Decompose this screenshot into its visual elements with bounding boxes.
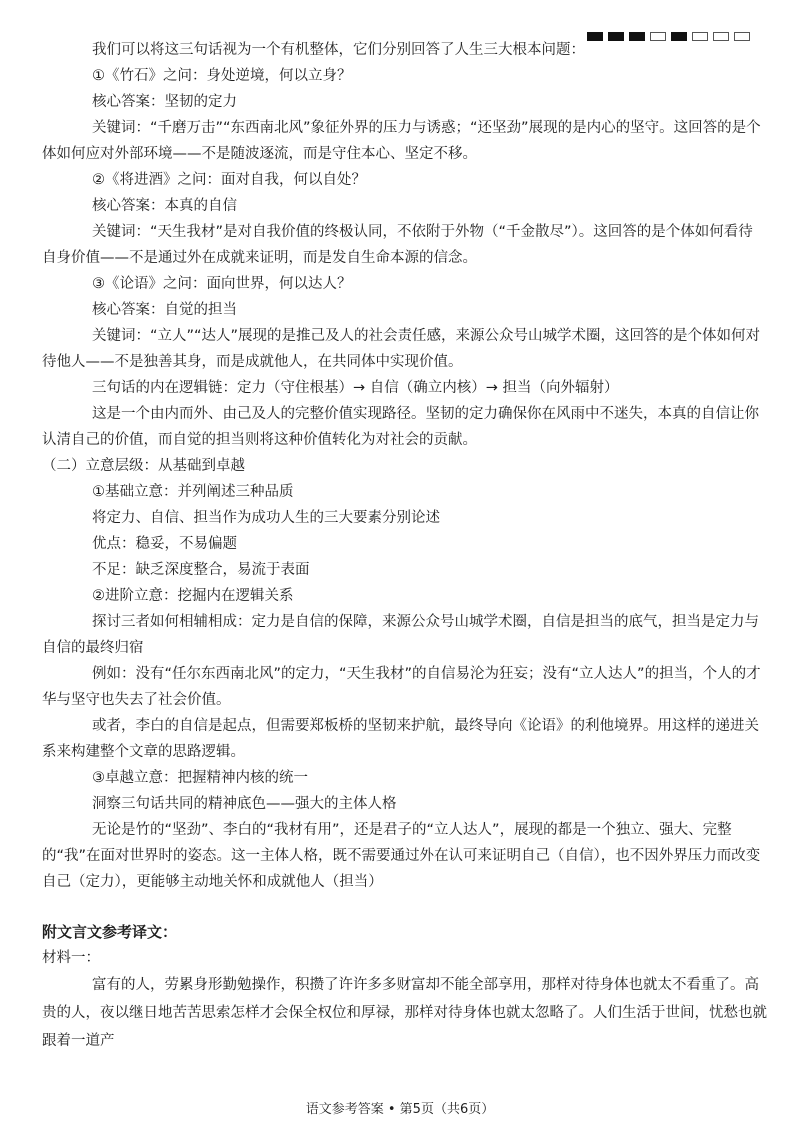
- paragraph: ②进阶立意：挖掘内在逻辑关系: [92, 588, 294, 604]
- paragraph: ③《论语》之问：面向世界，何以达人？: [92, 276, 352, 292]
- paragraph: 三句话的内在逻辑链：定力（守住根基）→ 自信（确立内核）→ 担当（向外辐射）: [92, 380, 619, 396]
- material-label: 材料一：: [42, 950, 100, 966]
- document-body: [42, 37, 767, 1055]
- appendix-heading: 附文言文参考译文：: [42, 923, 178, 941]
- paragraph: 或者，李白的自信是起点，但需要郑板桥的坚韧来护航，最终导向《论语》的利他境界。用这样的递进关系来构建整个文章的思路逻辑。: [42, 718, 759, 760]
- paragraph: 无论是竹的“坚劲”、李白的“我材有用”，还是君子的“立人达人”，展现的都是一个独立、强大、完整的“我”在面对世界时的姿态。这一主体人格，既不需要通过外在认可来证明自己（自信），也不因外界压力而改变自己（定力），更能够主动地关怀和成就他人（担当）: [42, 822, 761, 890]
- paragraph: 这是一个由内而外、由己及人的完整价值实现路径。坚韧的定力确保你在风雨中不迷失，本真的自信让你认清自己的价值，而自觉的担当则将这种价值转化为对社会的贡献。: [42, 406, 759, 448]
- paragraph: ③卓越立意：把握精神内核的统一: [92, 770, 308, 786]
- paragraph: ②《将进酒》之问：面对自我，何以自处？: [92, 172, 366, 188]
- paragraph: 关键词：“天生我材”是对自我价值的终极认同，不依附于外物（“千金散尽”）。这回答的是个体如何看待自身价值——不是通过外在成就来证明，而是发自生命本源的信念。: [42, 224, 753, 266]
- paragraph: 不足：缺乏深度整合，易流于表面: [92, 562, 310, 578]
- page-footer: 语文参考答案 • 第5页（共6页）: [305, 1102, 495, 1117]
- paragraph: 关键词：“立人”“达人”展现的是推己及人的社会责任感，来源公众号山城学术圈，这回答的是个体如何对待他人——不是独善其身，而是成就他人，在共同体中实现价值。: [42, 328, 761, 370]
- paragraph: ①基础立意：并列阐述三种品质: [92, 484, 294, 500]
- paragraph: （二）立意层级：从基础到卓越: [42, 458, 245, 474]
- paragraph: 探讨三者如何相辅相成：定力是自信的保障，来源公众号山城学术圈，自信是担当的底气，担当是定力与自信的最终归宿: [42, 614, 759, 656]
- paragraph: 例如：没有“任尔东西南北风”的定力，“天生我材”的自信易沦为狂妄；没有“立人达人”的担当，个人的才华与坚守也失去了社会价值。: [42, 666, 761, 708]
- paragraph: 核心答案：本真的自信: [92, 198, 237, 214]
- translation-text: 富有的人，劳累身形勤勉操作，积攒了许许多多财富却不能全部享用，那样对待身体也就太不看重了。高贵的人，夜以继日地苦苦思索怎样才会保全权位和厚禄，那样对待身体也就太忽略了。人们生活于世间，忧愁也就跟着一道产: [42, 977, 767, 1049]
- paragraph: 我们可以将这三句话视为一个有机整体，它们分别回答了人生三大根本问题：: [92, 42, 585, 58]
- paragraph: 将定力、自信、担当作为成功人生的三大要素分别论述: [92, 510, 440, 526]
- paragraph: 优点：稳妥，不易偏题: [92, 536, 237, 552]
- paragraph: ①《竹石》之问：身处逆境，何以立身？: [92, 68, 352, 84]
- paragraph: 核心答案：自觉的担当: [92, 302, 237, 318]
- answer-paragraphs: [42, 37, 767, 895]
- paragraph: 关键词：“千磨万击”“东西南北风”象征外界的压力与诱惑；“还坚劲”展现的是内心的坚守。这回答的是个体如何应对外部环境——不是随波逐流，而是守住本心、坚定不移。: [42, 120, 761, 162]
- paragraph: 核心答案：坚韧的定力: [92, 94, 237, 110]
- paragraph: 洞察三句话共同的精神底色——强大的主体人格: [92, 796, 397, 812]
